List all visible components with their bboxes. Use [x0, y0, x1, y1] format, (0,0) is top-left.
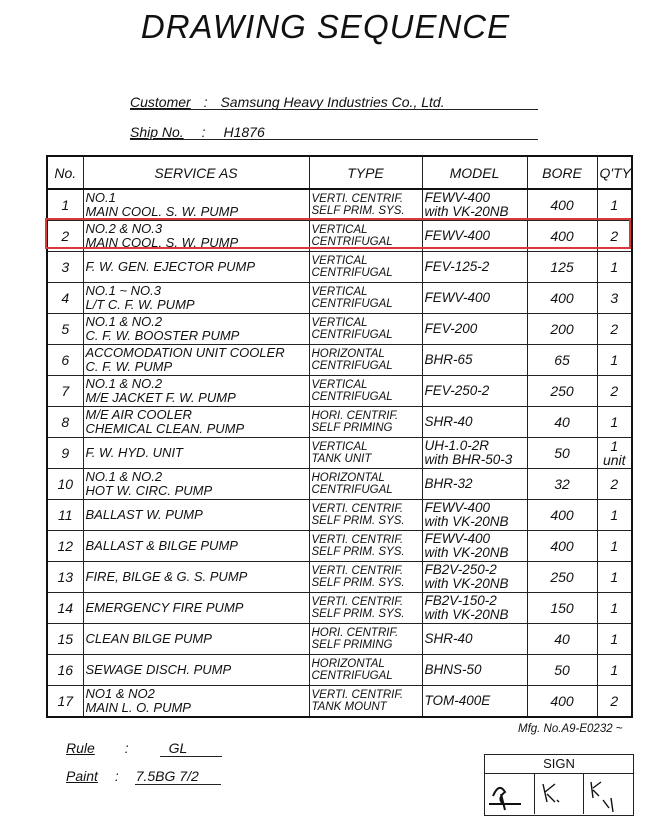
- cell-service: [83, 624, 309, 655]
- cell-line: BALLAST & BILGE PUMP: [85, 538, 238, 553]
- header-qty: Q'TY: [597, 156, 632, 189]
- ship-line: [130, 124, 265, 140]
- table-row: [47, 438, 632, 469]
- cell-qty: [597, 252, 632, 283]
- rule-underline: [160, 756, 222, 757]
- cell-line: MAIN L. O. PUMP: [85, 700, 191, 715]
- cell-line: 2: [610, 321, 619, 337]
- cell-model: [422, 686, 527, 718]
- cell-type: [309, 469, 422, 500]
- cell-service: [83, 221, 309, 252]
- cell-type: [309, 438, 422, 469]
- cell-model: [422, 283, 527, 314]
- cell-line: FEWV-400: [424, 531, 491, 546]
- rule-separator: :: [124, 740, 129, 756]
- cell-line: SHR-40: [424, 414, 473, 429]
- cell-line: 1: [610, 569, 619, 585]
- cell-line: F. W. GEN. EJECTOR PUMP: [85, 259, 256, 274]
- cell-line: VERTI. CENTRIF.: [311, 503, 404, 515]
- cell-line: 2: [610, 476, 619, 492]
- cell-line: 1: [610, 631, 619, 647]
- cell-model: [422, 221, 527, 252]
- cell-line: FEWV-400: [424, 228, 491, 243]
- cell-line: FEWV-400: [424, 500, 491, 515]
- cell-model: [422, 562, 527, 593]
- cell-line: 1: [610, 259, 619, 275]
- cell-model: [422, 189, 527, 221]
- mfg-number: Mfg. No.A9-E0232 ~: [518, 723, 623, 735]
- cell-type: [309, 189, 422, 221]
- cell-line: CENTRIFUGAL: [311, 298, 393, 310]
- cell-qty: [597, 562, 632, 593]
- table-row: [47, 376, 632, 407]
- cell-line: unit: [602, 452, 626, 468]
- cell-qty: [597, 469, 632, 500]
- cell-type: [309, 500, 422, 531]
- cell-bore: 250: [527, 562, 597, 593]
- cell-service: [83, 562, 309, 593]
- cell-qty: [597, 655, 632, 686]
- cell-bore: 40: [527, 624, 597, 655]
- table-row: [47, 345, 632, 376]
- cell-line: 1: [610, 507, 619, 523]
- cell-line: M/E AIR COOLER: [85, 407, 192, 422]
- cell-service: [83, 252, 309, 283]
- cell-model: [422, 314, 527, 345]
- drawing-sequence-table: [46, 155, 633, 718]
- cell-line: ACCOMODATION UNIT COOLER: [85, 345, 285, 360]
- cell-bore: 150: [527, 593, 597, 624]
- cell-no: 13: [47, 562, 83, 593]
- paint-value: 7.5BG 7/2: [135, 768, 199, 784]
- cell-line: NO.1 ~ NO.3: [85, 283, 161, 298]
- cell-no: 7: [47, 376, 83, 407]
- cell-service: [83, 314, 309, 345]
- cell-line: VERTI. CENTRIF.: [311, 565, 404, 577]
- cell-line: CLEAN BILGE PUMP: [85, 631, 212, 646]
- table-row: [47, 531, 632, 562]
- cell-line: FB2V-250-2: [424, 562, 497, 577]
- cell-bore: 400: [527, 531, 597, 562]
- cell-line: 2: [610, 693, 619, 709]
- cell-line: SEWAGE DISCH. PUMP: [85, 662, 232, 677]
- cell-model: [422, 438, 527, 469]
- cell-line: SELF PRIM. SYS.: [311, 515, 405, 527]
- cell-bore: 400: [527, 189, 597, 221]
- cell-type: [309, 562, 422, 593]
- cell-line: FIRE, BILGE & G. S. PUMP: [85, 569, 248, 584]
- signatures: [485, 774, 633, 816]
- cell-line: HORI. CENTRIF.: [311, 410, 399, 422]
- cell-line: BHNS-50: [424, 662, 482, 677]
- cell-no: 15: [47, 624, 83, 655]
- paint-underline: [135, 784, 221, 785]
- cell-type: [309, 686, 422, 718]
- cell-line: HORIZONTAL: [311, 348, 385, 360]
- cell-no: 6: [47, 345, 83, 376]
- cell-type: [309, 407, 422, 438]
- cell-no: 17: [47, 686, 83, 718]
- cell-line: 3: [610, 290, 619, 306]
- cell-service: [83, 655, 309, 686]
- cell-line: SELF PRIM. SYS.: [311, 205, 405, 217]
- cell-line: BHR-65: [424, 352, 473, 367]
- cell-line: MAIN COOL. S. W. PUMP: [85, 204, 239, 219]
- rule-value: GL: [168, 740, 188, 756]
- cell-line: FEV-200: [424, 321, 478, 336]
- cell-line: TOM-400E: [424, 693, 491, 708]
- cell-line: VERTICAL: [311, 441, 368, 453]
- cell-line: SELF PRIMING: [311, 639, 393, 651]
- cell-line: C. F. W. BOOSTER PUMP: [85, 328, 240, 343]
- cell-model: [422, 531, 527, 562]
- cell-line: FEWV-400: [424, 190, 491, 205]
- cell-line: SELF PRIM. SYS.: [311, 608, 405, 620]
- cell-line: SELF PRIM. SYS.: [311, 577, 405, 589]
- header-model: MODEL: [422, 156, 527, 189]
- cell-line: VERTICAL: [311, 317, 368, 329]
- cell-line: with VK-20NB: [424, 204, 509, 219]
- cell-type: [309, 314, 422, 345]
- cell-bore: 32: [527, 469, 597, 500]
- cell-no: 3: [47, 252, 83, 283]
- customer-label: Customer: [130, 94, 191, 110]
- cell-no: 12: [47, 531, 83, 562]
- table-row: [47, 500, 632, 531]
- cell-qty: [597, 189, 632, 221]
- cell-line: FEV-125-2: [424, 259, 490, 274]
- cell-line: HORIZONTAL: [311, 472, 385, 484]
- cell-service: [83, 500, 309, 531]
- cell-line: with VK-20NB: [424, 607, 509, 622]
- cell-bore: 40: [527, 407, 597, 438]
- cell-line: 1: [610, 352, 619, 368]
- cell-qty: [597, 314, 632, 345]
- cell-line: VERTICAL: [311, 379, 368, 391]
- rule-label: Rule: [66, 740, 95, 756]
- cell-line: 1: [610, 438, 619, 454]
- cell-bore: 400: [527, 283, 597, 314]
- cell-bore: 125: [527, 252, 597, 283]
- cell-line: F. W. HYD. UNIT: [85, 445, 183, 460]
- cell-line: BHR-32: [424, 476, 473, 491]
- cell-type: [309, 283, 422, 314]
- cell-line: NO.1: [85, 190, 116, 205]
- cell-line: VERTI. CENTRIF.: [311, 689, 404, 701]
- cell-line: VERTI. CENTRIF.: [311, 193, 404, 205]
- cell-line: FEV-250-2: [424, 383, 490, 398]
- cell-line: NO1 & NO2: [85, 686, 155, 701]
- cell-service: [83, 345, 309, 376]
- cell-no: 4: [47, 283, 83, 314]
- cell-line: NO.1 & NO.2: [85, 376, 163, 391]
- cell-model: [422, 593, 527, 624]
- table-row: [47, 252, 632, 283]
- cell-line: TANK MOUNT: [311, 701, 387, 713]
- cell-line: CENTRIFUGAL: [311, 360, 393, 372]
- cell-service: [83, 438, 309, 469]
- cell-service: [83, 531, 309, 562]
- cell-line: CENTRIFUGAL: [311, 670, 393, 682]
- cell-line: FEWV-400: [424, 290, 491, 305]
- cell-no: 14: [47, 593, 83, 624]
- table-row: [47, 686, 632, 718]
- ship-value: H1876: [223, 124, 265, 140]
- cell-line: BALLAST W. PUMP: [85, 507, 203, 522]
- cell-service: [83, 376, 309, 407]
- ship-separator: :: [201, 124, 206, 140]
- customer-separator: :: [203, 94, 208, 110]
- cell-line: VERTICAL: [311, 224, 368, 236]
- rule-line: [66, 740, 187, 756]
- cell-line: CENTRIFUGAL: [311, 236, 393, 248]
- cell-line: MAIN COOL. S. W. PUMP: [85, 235, 239, 250]
- cell-line: L/T C. F. W. PUMP: [85, 297, 195, 312]
- cell-line: CENTRIFUGAL: [311, 267, 393, 279]
- table-row: [47, 189, 632, 221]
- cell-line: VERTI. CENTRIF.: [311, 534, 404, 546]
- table-row: [47, 407, 632, 438]
- cell-service: [83, 593, 309, 624]
- cell-line: 1: [610, 197, 619, 213]
- cell-type: [309, 221, 422, 252]
- cell-bore: 400: [527, 686, 597, 718]
- cell-qty: [597, 438, 632, 469]
- table-row: [47, 562, 632, 593]
- cell-type: [309, 531, 422, 562]
- table-row: [47, 655, 632, 686]
- header-bore: BORE: [527, 156, 597, 189]
- cell-line: 1: [610, 600, 619, 616]
- cell-line: HOT W. CIRC. PUMP: [85, 483, 213, 498]
- cell-model: [422, 655, 527, 686]
- customer-line: [130, 94, 445, 110]
- cell-line: NO.1 & NO.2: [85, 314, 163, 329]
- paint-label: Paint: [66, 768, 98, 784]
- cell-no: 11: [47, 500, 83, 531]
- cell-bore: 250: [527, 376, 597, 407]
- cell-bore: 400: [527, 221, 597, 252]
- cell-model: [422, 500, 527, 531]
- cell-bore: 400: [527, 500, 597, 531]
- cell-line: VERTICAL: [311, 255, 368, 267]
- cell-service: [83, 469, 309, 500]
- cell-service: [83, 189, 309, 221]
- cell-line: SELF PRIMING: [311, 422, 393, 434]
- cell-model: [422, 469, 527, 500]
- cell-qty: [597, 407, 632, 438]
- cell-line: with VK-20NB: [424, 514, 509, 529]
- cell-model: [422, 345, 527, 376]
- cell-line: 1: [610, 538, 619, 554]
- paint-line: [66, 768, 199, 784]
- cell-line: CENTRIFUGAL: [311, 391, 393, 403]
- cell-line: 2: [610, 383, 619, 399]
- cell-type: [309, 624, 422, 655]
- table-row: [47, 314, 632, 345]
- cell-bore: 200: [527, 314, 597, 345]
- cell-line: with BHR-50-3: [424, 452, 513, 467]
- cell-line: 2: [610, 228, 619, 244]
- cell-line: NO.2 & NO.3: [85, 221, 163, 236]
- cell-no: 8: [47, 407, 83, 438]
- cell-qty: [597, 624, 632, 655]
- table-row: [47, 221, 632, 252]
- cell-line: 1: [610, 662, 619, 678]
- cell-bore: 50: [527, 438, 597, 469]
- cell-line: EMERGENCY FIRE PUMP: [85, 600, 244, 615]
- cell-line: VERTICAL: [311, 286, 368, 298]
- customer-value: Samsung Heavy Industries Co., Ltd.: [220, 94, 445, 110]
- cell-service: [83, 686, 309, 718]
- cell-no: 1: [47, 189, 83, 221]
- header-type: TYPE: [309, 156, 422, 189]
- cell-type: [309, 376, 422, 407]
- ship-underline: [130, 139, 538, 140]
- sign-header: SIGN: [485, 755, 633, 774]
- cell-no: 9: [47, 438, 83, 469]
- cell-qty: [597, 376, 632, 407]
- cell-qty: [597, 500, 632, 531]
- cell-line: C. F. W. PUMP: [85, 359, 173, 374]
- table-header-row: [47, 156, 632, 189]
- cell-service: [83, 283, 309, 314]
- cell-line: TANK UNIT: [311, 453, 372, 465]
- cell-line: UH-1.0-2R: [424, 438, 490, 453]
- cell-qty: [597, 221, 632, 252]
- cell-line: HORIZONTAL: [311, 658, 385, 670]
- cell-line: SELF PRIM. SYS.: [311, 546, 405, 558]
- table-row: [47, 593, 632, 624]
- cell-line: NO.1 & NO.2: [85, 469, 163, 484]
- cell-line: VERTI. CENTRIF.: [311, 596, 404, 608]
- cell-no: 10: [47, 469, 83, 500]
- cell-line: 1: [610, 414, 619, 430]
- customer-underline: [130, 109, 538, 110]
- cell-model: [422, 252, 527, 283]
- cell-line: with VK-20NB: [424, 576, 509, 591]
- cell-type: [309, 252, 422, 283]
- cell-line: CHEMICAL CLEAN. PUMP: [85, 421, 245, 436]
- cell-line: with VK-20NB: [424, 545, 509, 560]
- cell-qty: [597, 593, 632, 624]
- cell-qty: [597, 283, 632, 314]
- cell-service: [83, 407, 309, 438]
- cell-type: [309, 593, 422, 624]
- cell-model: [422, 624, 527, 655]
- table-row: [47, 469, 632, 500]
- cell-line: SHR-40: [424, 631, 473, 646]
- cell-type: [309, 655, 422, 686]
- cell-line: M/E JACKET F. W. PUMP: [85, 390, 236, 405]
- cell-bore: 65: [527, 345, 597, 376]
- cell-qty: [597, 686, 632, 718]
- paint-separator: :: [114, 768, 119, 784]
- cell-qty: [597, 345, 632, 376]
- cell-model: [422, 376, 527, 407]
- cell-no: 5: [47, 314, 83, 345]
- cell-type: [309, 345, 422, 376]
- cell-line: CENTRIFUGAL: [311, 329, 393, 341]
- cell-model: [422, 407, 527, 438]
- cell-qty: [597, 531, 632, 562]
- cell-line: FB2V-150-2: [424, 593, 497, 608]
- table-row: [47, 283, 632, 314]
- cell-line: CENTRIFUGAL: [311, 484, 393, 496]
- cell-line: HORI. CENTRIF.: [311, 627, 399, 639]
- header-no: No.: [47, 156, 83, 189]
- cell-bore: 50: [527, 655, 597, 686]
- table-row: [47, 624, 632, 655]
- ship-label: Ship No.: [130, 124, 184, 140]
- page-title: DRAWING SEQUENCE: [140, 8, 511, 45]
- cell-no: 16: [47, 655, 83, 686]
- cell-no: 2: [47, 221, 83, 252]
- header-service: SERVICE AS: [83, 156, 309, 189]
